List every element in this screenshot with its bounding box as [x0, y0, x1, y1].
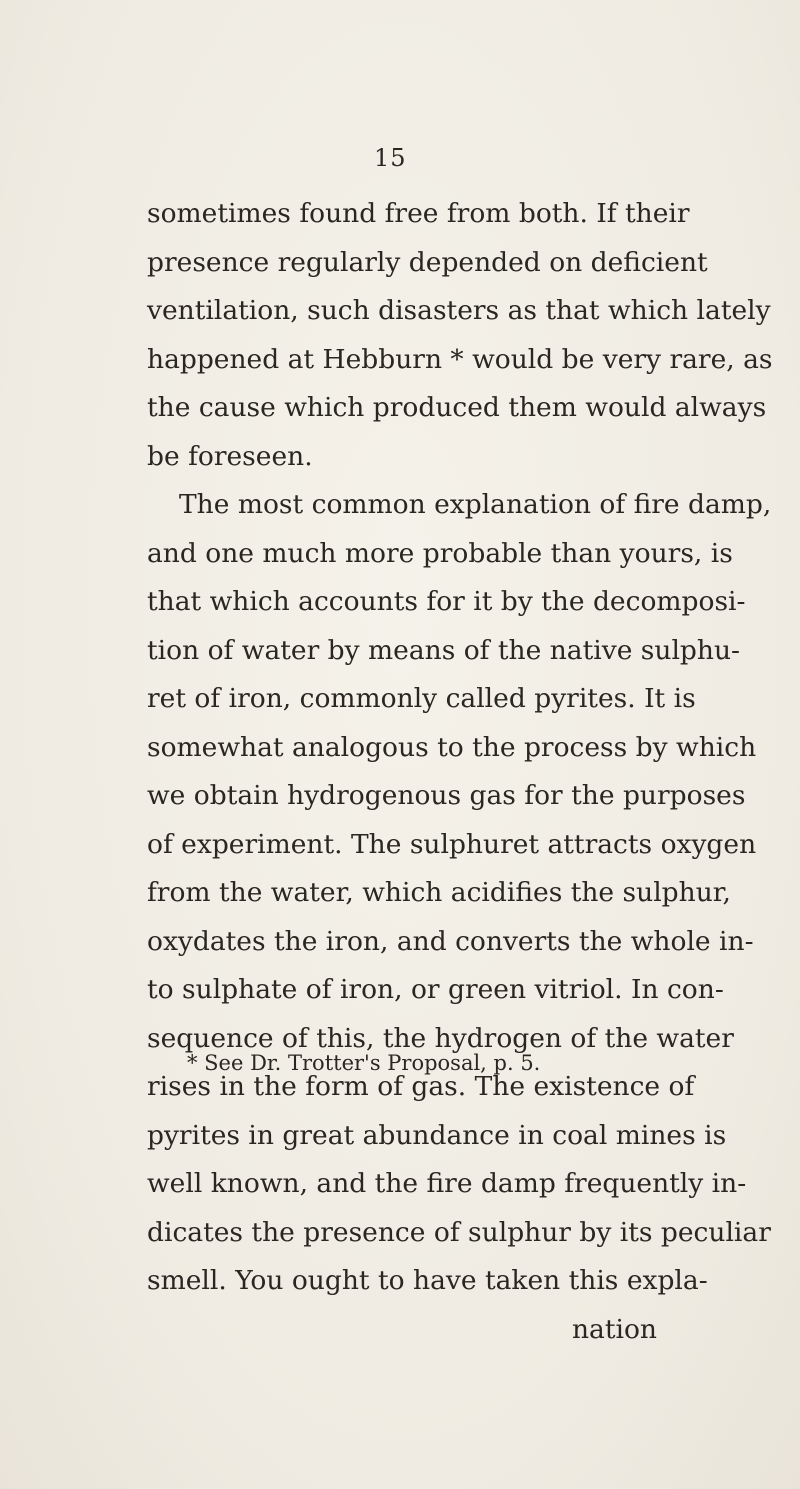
text-line: that which accounts for it by the decomposi- [147, 586, 746, 617]
body-text [147, 190, 773, 1354]
page-number: 15 [374, 144, 407, 172]
text-line: ventilation, such disasters as that which lately [147, 295, 771, 326]
text-line: ret of iron, commonly called pyrites. It is [147, 683, 696, 714]
text-line: presence regularly depended on deficient [147, 246, 708, 278]
text-line: somewhat analogous to the process by which [147, 731, 757, 763]
text-line: pyrites in great abundance in coal mines is [147, 1119, 727, 1151]
text-line: tion of water by means of the native sulphu- [147, 634, 740, 666]
text-line: of experiment. The sulphuret attracts oxygen [147, 828, 757, 860]
text-line: the cause which produced them would always [147, 392, 767, 423]
text-line: dicates the presence of sulphur by its peculiar [147, 1216, 771, 1248]
text-line: and one much more probable than yours, is [147, 537, 733, 569]
text-line: The most common explanation of fire damp, [179, 489, 772, 520]
text-line: well known, and the fire damp frequently in- [147, 1168, 747, 1199]
text-line: sequence of this, the hydrogen of the water [147, 1022, 734, 1054]
text-line: to sulphate of iron, or green vitriol. In con- [147, 974, 724, 1005]
text-line: sometimes found free from both. If their [147, 198, 690, 229]
text-line: be foreseen. [147, 440, 313, 472]
text-line: rises in the form of gas. The existence of [147, 1071, 695, 1102]
text-line: from the water, which acidifies the sulphur, [147, 877, 731, 908]
text-line: oxydates the iron, and converts the whole in- [147, 925, 754, 957]
text-line: smell. You ought to have taken this expla- [147, 1265, 708, 1296]
text-line: we obtain hydrogenous gas for the purposes [147, 780, 746, 811]
text-line: happened at Hebburn * would be very rare, as [147, 343, 773, 375]
footnote: * See Dr. Trotter's Proposal, p. 5. [187, 1051, 541, 1075]
catchword: nation [571, 1313, 657, 1345]
